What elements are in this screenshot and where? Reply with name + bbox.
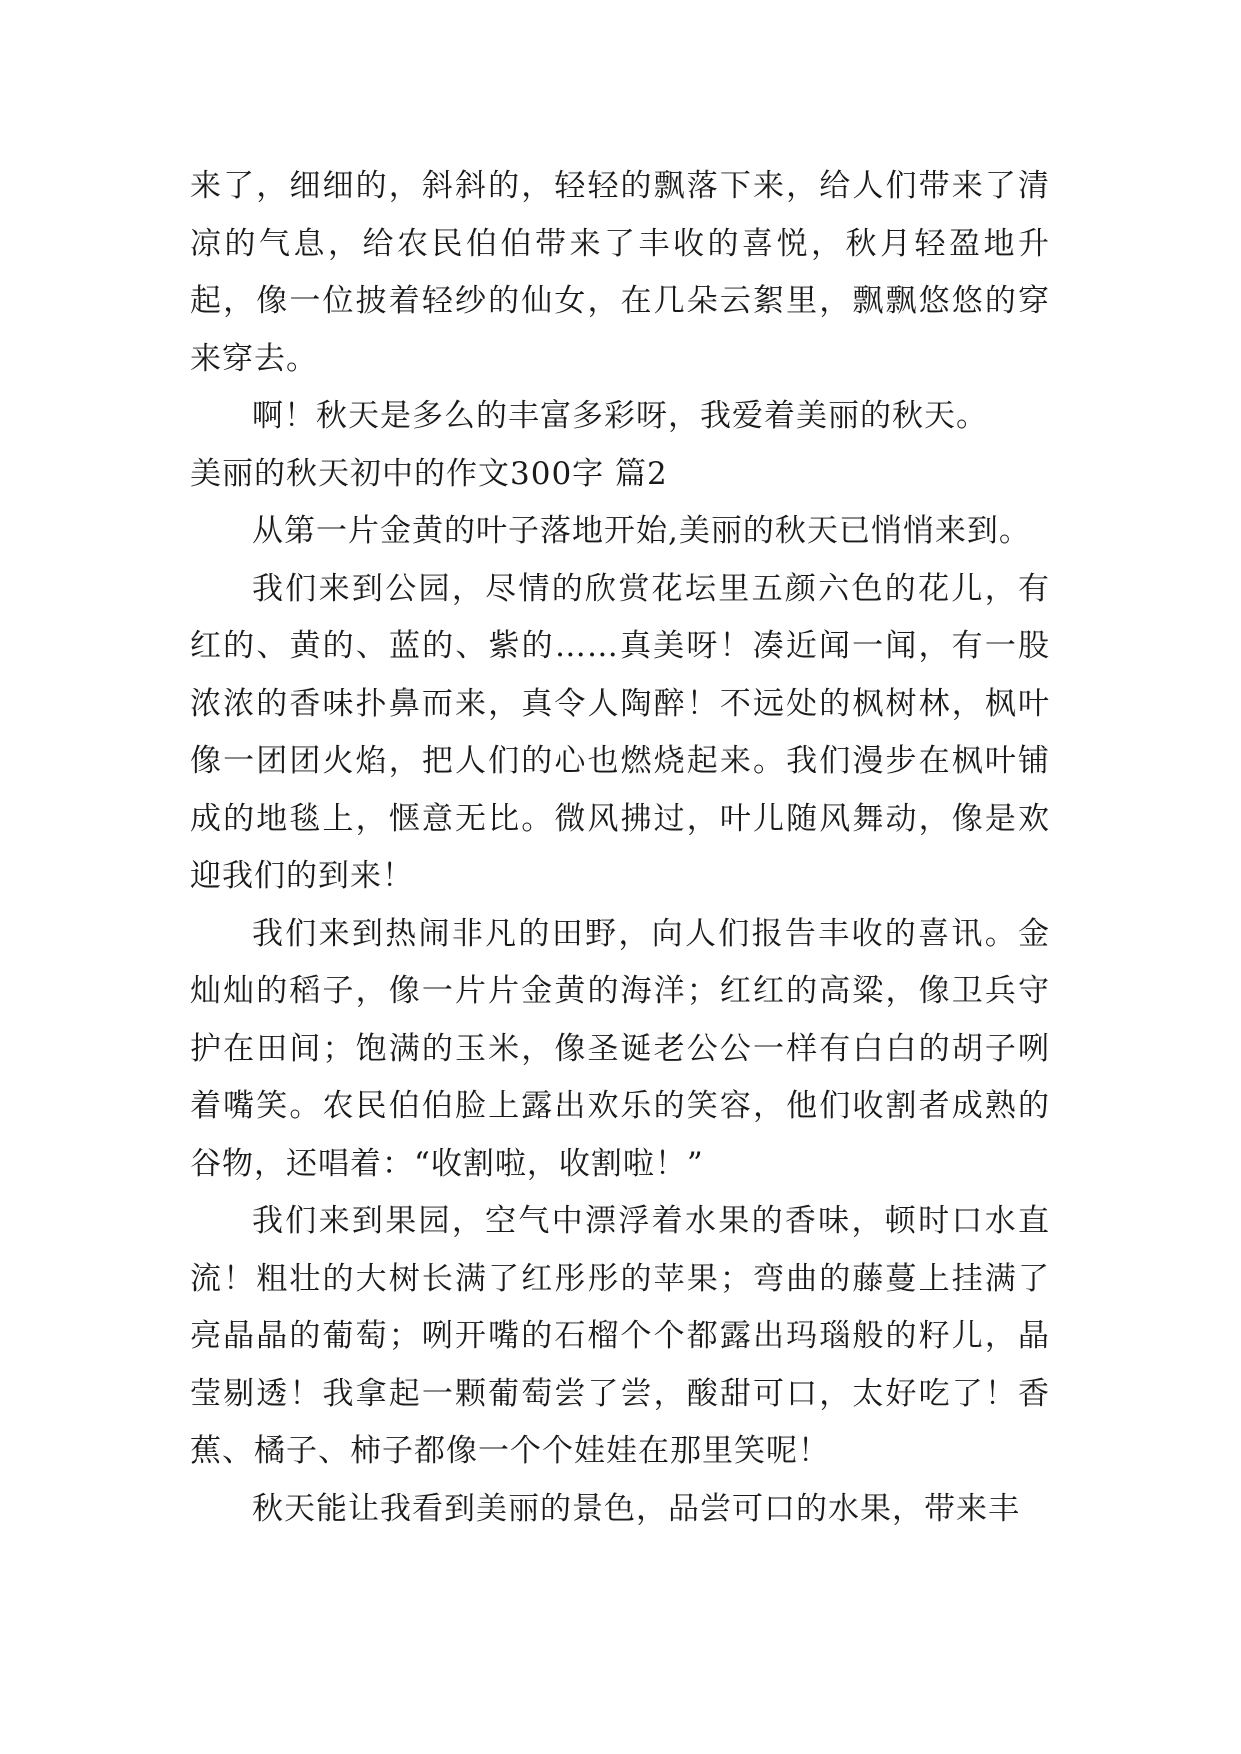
paragraph-orchard: 我们来到果园，空气中漂浮着水果的香味，顿时口水直流！粗壮的大树长满了红彤彤的苹果；弯曲的藤蔓上挂满了亮晶晶的葡萄；咧开嘴的石榴个个都露出玛瑙般的籽儿，晶莹剔透！我拿起一颗葡萄尝了尝，酸甜可口，太好吃了！香蕉、橘子、柿子都像一个个娃娃在那里笑呢！ [190,1203,1050,1469]
paragraph-exclamation: 啊！秋天是多么的丰富多彩呀，我爱着美丽的秋天。 [252,398,988,434]
paragraph-continuation: 来了，细细的，斜斜的，轻轻的飘落下来，给人们带来了清凉的气息，给农民伯伯带来了丰收的喜悦，秋月轻盈地升起，像一位披着轻纱的仙女，在几朵云絮里，飘飘悠悠的穿来穿去。 [190,168,1050,377]
paragraph-park: 我们来到公园，尽情的欣赏花坛里五颜六色的花儿，有红的、黄的、蓝的、紫的……真美呀！凑近闻一闻，有一股浓浓的香味扑鼻而来，真令人陶醉！不远处的枫树林，枫叶像一团团火焰，把人们的心也燃烧起来。我们漫步在枫叶铺成的地毯上，惬意无比。微风拂过，叶儿随风舞动，像是欢迎我们的到来！ [190,570,1050,894]
paragraph-fields: 我们来到热闹非凡的田野，向人们报告丰收的喜讯。金灿灿的稻子，像一片片金黄的海洋；红红的高粱，像卫兵守护在田间；饱满的玉米，像圣诞老公公一样有白白的胡子咧着嘴笑。农民伯伯脸上露出欢乐的笑容，他们收割者成熟的谷物，还唱着：“收割啦，收割啦！” [190,915,1050,1182]
paragraph-closing: 秋天能让我看到美丽的景色，品尝可口的水果，带来丰 [252,1490,1020,1527]
paragraph-opening: 从第一片金黄的叶子落地开始,美丽的秋天已悄悄来到。 [252,513,1031,549]
section-heading: 美丽的秋天初中的作文300字 篇2 [190,455,668,492]
document-body [190,158,1050,1538]
